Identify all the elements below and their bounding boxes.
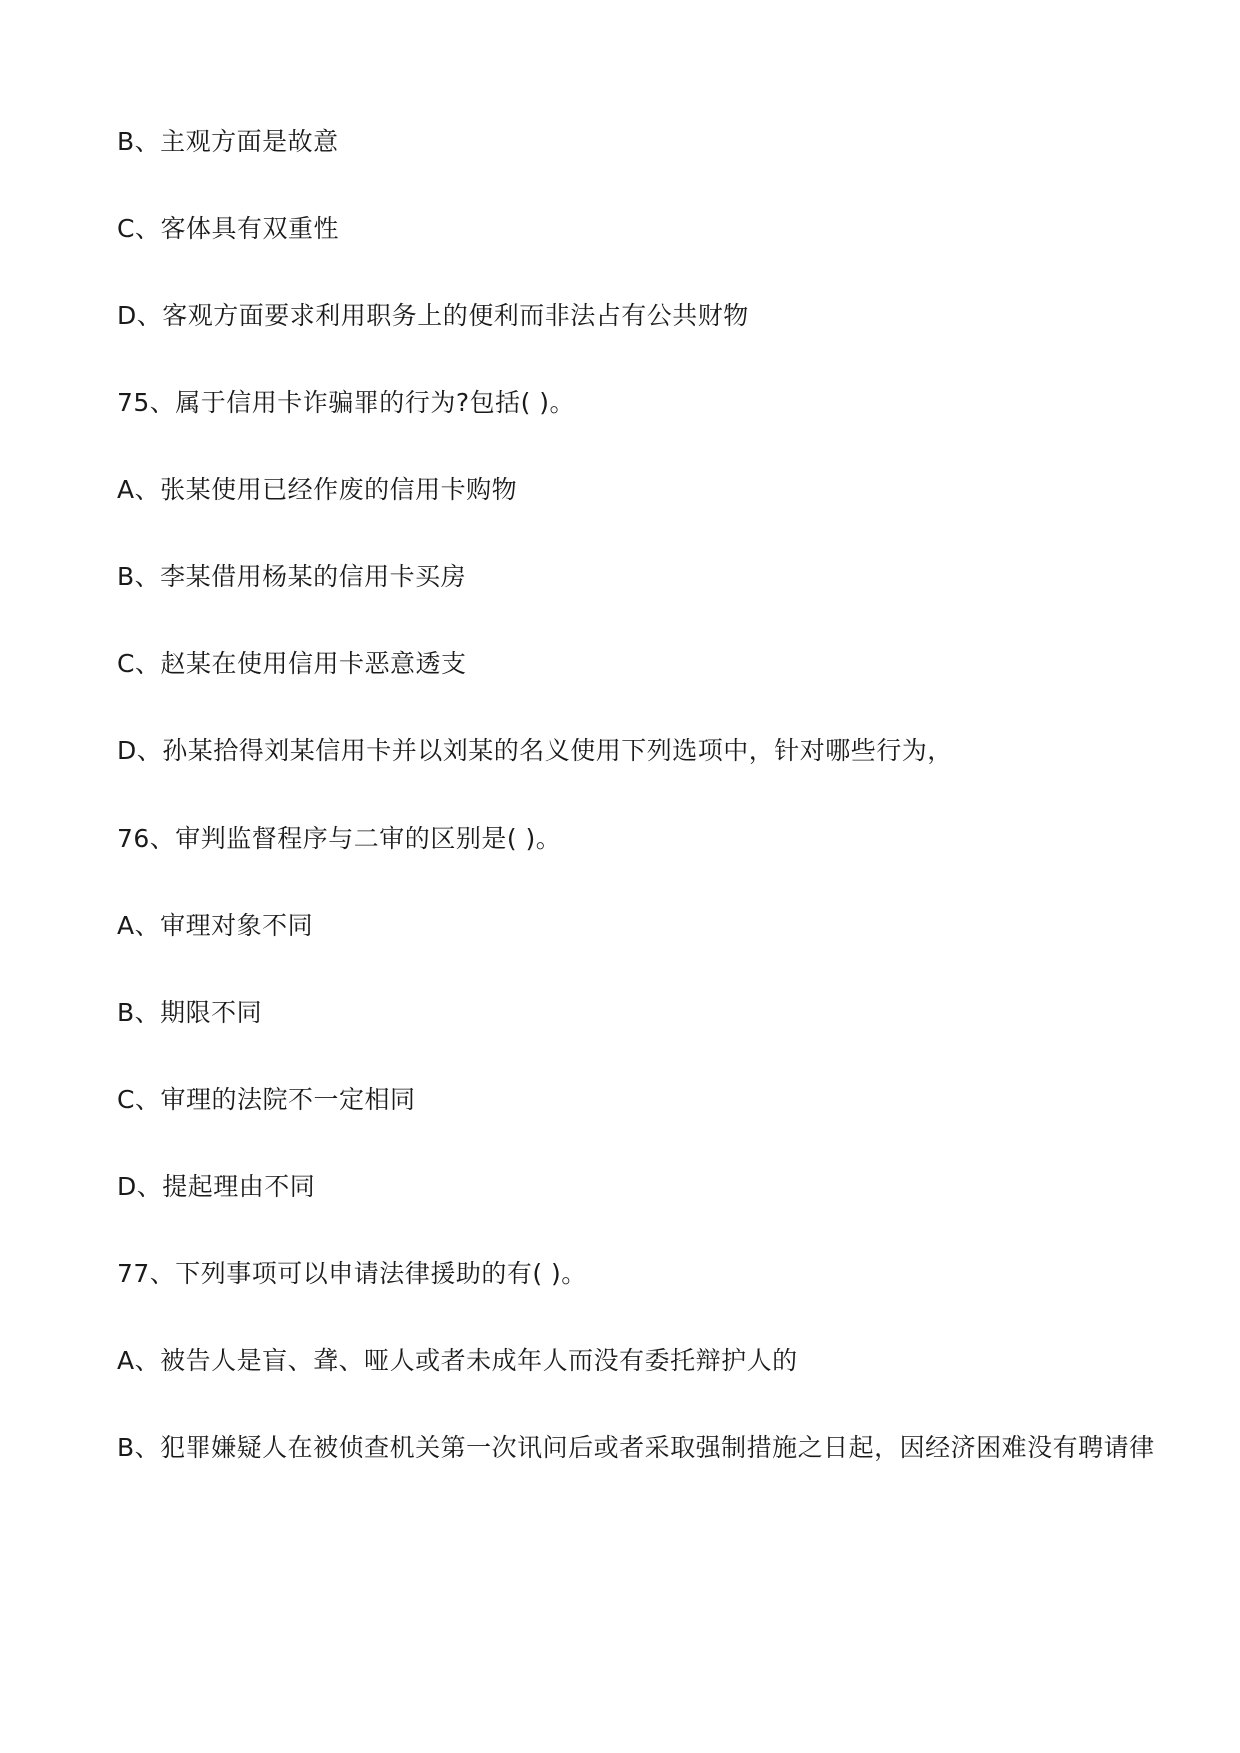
option-d-q75: D、孙某拾得刘某信用卡并以刘某的名义使用下列选项中，针对哪些行为， xyxy=(117,736,953,765)
option-a-q76: A、审理对象不同 xyxy=(117,911,314,940)
question-77: 77、下列事项可以申请法律援助的有( )。 xyxy=(117,1259,587,1288)
option-c-q76: C、审理的法院不一定相同 xyxy=(117,1085,416,1114)
option-c-q74: C、客体具有双重性 xyxy=(117,214,339,243)
option-a-q77: A、被告人是盲、聋、哑人或者未成年人而没有委托辩护人的 xyxy=(117,1346,798,1375)
option-a-q75: A、张某使用已经作废的信用卡购物 xyxy=(117,475,518,504)
option-c-q75: C、赵某在使用信用卡恶意透支 xyxy=(117,649,467,678)
option-b-q75: B、李某借用杨某的信用卡买房 xyxy=(117,562,467,591)
option-b-q77: B、犯罪嫌疑人在被侦查机关第一次讯问后或者采取强制措施之日起，因经济困难没有聘请律 xyxy=(117,1433,1155,1462)
question-76: 76、审判监督程序与二审的区别是( )。 xyxy=(117,824,562,853)
option-b-q74: B、主观方面是故意 xyxy=(117,127,339,156)
option-d-q74: D、客观方面要求利用职务上的便利而非法占有公共财物 xyxy=(117,301,749,330)
option-d-q76: D、提起理由不同 xyxy=(117,1172,316,1201)
option-b-q76: B、期限不同 xyxy=(117,998,263,1027)
question-75: 75、属于信用卡诈骗罪的行为?包括( )。 xyxy=(117,388,576,417)
